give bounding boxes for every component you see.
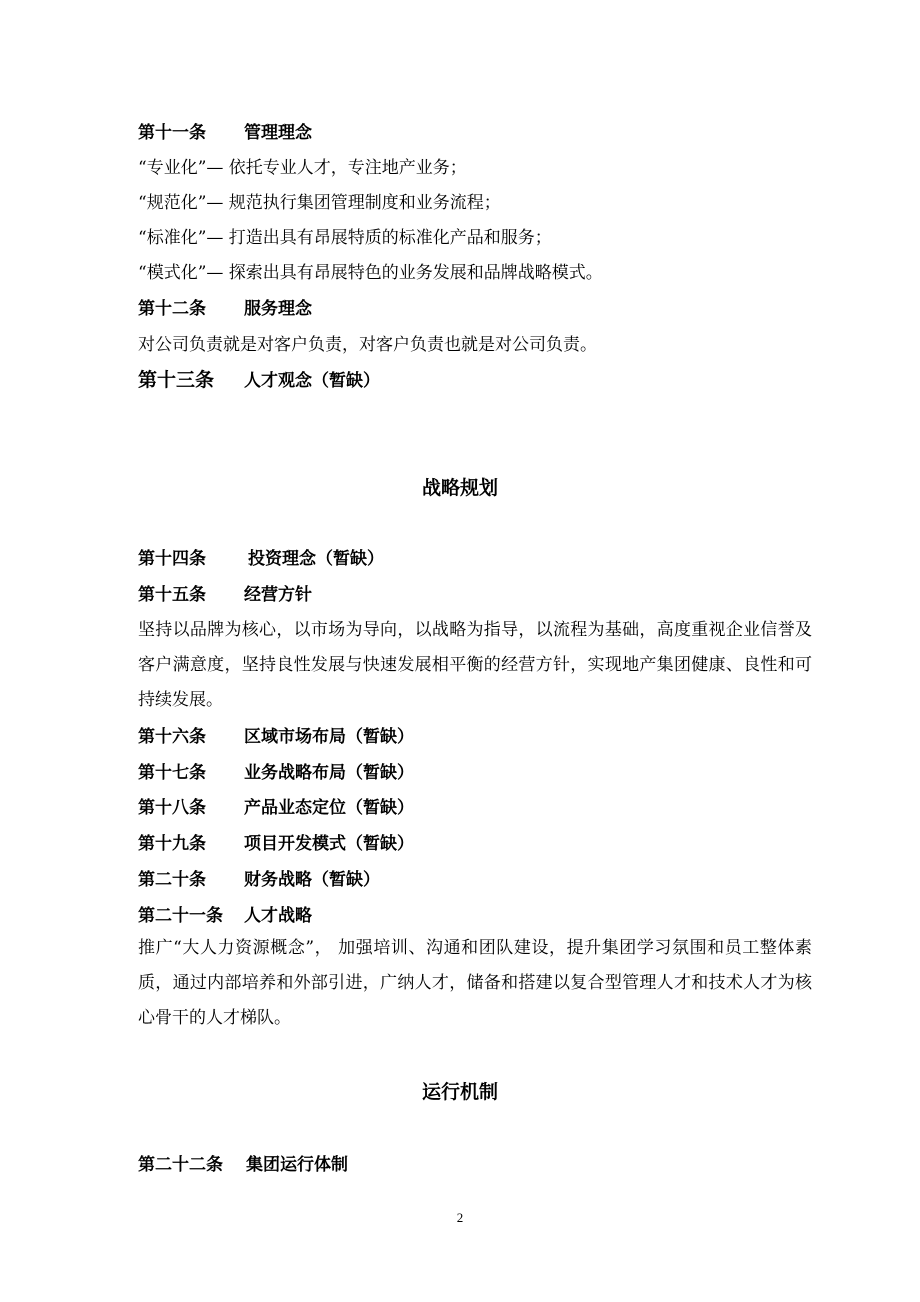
article-number: 第二十一条	[138, 906, 223, 926]
article-19-heading	[138, 832, 818, 856]
article-21-body: 推广“大人力资源概念”， 加强培训、沟通和团队建设，提升集团学习氛围和员工整体素质，通过内部培养和外部引进，广纳人才，储备和搭建以复合型管理人才和技术人才为核心骨干的人才梯队。	[138, 938, 812, 1028]
article-number: 第十九条	[138, 834, 206, 854]
concept-desc: 探索出具有昂展特色的业务发展和品牌战略模式。	[228, 263, 603, 283]
article-number: 第十六条	[138, 727, 206, 747]
section-title-operation: 运行机制	[421, 1081, 498, 1103]
page-number: 2	[456, 1210, 464, 1225]
article-number: 第十八条	[138, 798, 206, 818]
article-title: 服务理念	[244, 299, 312, 319]
article-17-heading	[138, 761, 818, 785]
article-18-heading	[138, 796, 818, 820]
article-number: 第十三条	[138, 369, 215, 391]
article-13-heading	[138, 368, 818, 393]
article-12-body: 对公司负责就是对客户负责，对客户负责也就是对公司负责。	[138, 335, 597, 355]
article-number: 第十一条	[138, 123, 206, 143]
concept-term: “模式化”—	[138, 263, 224, 283]
article-title: 业务战略布局（暂缺）	[244, 763, 414, 783]
article-title: 投资理念（暂缺）	[248, 549, 384, 569]
concept-item	[138, 261, 818, 285]
article-title: 产品业态定位（暂缺）	[244, 798, 414, 818]
article-number: 第二十条	[138, 870, 206, 890]
article-21-heading	[138, 904, 818, 928]
concept-desc: 依托专业人才，专注地产业务；	[228, 158, 467, 178]
concept-term: “专业化”—	[138, 158, 224, 178]
article-12-heading	[138, 297, 818, 321]
article-title: 财务战略（暂缺）	[244, 870, 380, 890]
concept-term: “标准化”—	[138, 228, 224, 248]
article-title: 经营方针	[244, 585, 312, 605]
concept-desc: 打造出具有昂展特质的标准化产品和服务；	[228, 228, 552, 248]
section-title-strategy: 战略规划	[421, 477, 498, 499]
concept-item	[138, 226, 818, 250]
article-title: 项目开发模式（暂缺）	[244, 834, 414, 854]
article-title: 区域市场布局（暂缺）	[244, 727, 414, 747]
concept-item	[138, 156, 818, 180]
article-22-heading	[138, 1153, 818, 1177]
article-number: 第二十二条	[138, 1155, 223, 1175]
article-16-heading	[138, 725, 818, 749]
article-title: 人才观念（暂缺）	[244, 371, 380, 391]
concept-desc: 规范执行集团管理制度和业务流程；	[228, 193, 501, 213]
article-number: 第十七条	[138, 763, 206, 783]
article-11-heading	[138, 121, 818, 145]
article-20-heading	[138, 868, 818, 892]
concept-term: “规范化”—	[138, 193, 224, 213]
article-14-heading	[138, 547, 818, 571]
article-number: 第十五条	[138, 585, 206, 605]
article-number: 第十四条	[138, 549, 206, 569]
article-title: 集团运行体制	[246, 1155, 348, 1175]
concept-item	[138, 191, 818, 215]
article-number: 第十二条	[138, 299, 206, 319]
article-title: 管理理念	[244, 123, 312, 143]
article-title: 人才战略	[244, 906, 312, 926]
article-15-body: 坚持以品牌为核心，以市场为导向，以战略为指导，以流程为基础，高度重视企业信誉及客户满意度，坚持良性发展与快速发展相平衡的经营方针，实现地产集团健康、良性和可持续发展。	[138, 620, 812, 710]
article-15-heading	[138, 583, 818, 607]
